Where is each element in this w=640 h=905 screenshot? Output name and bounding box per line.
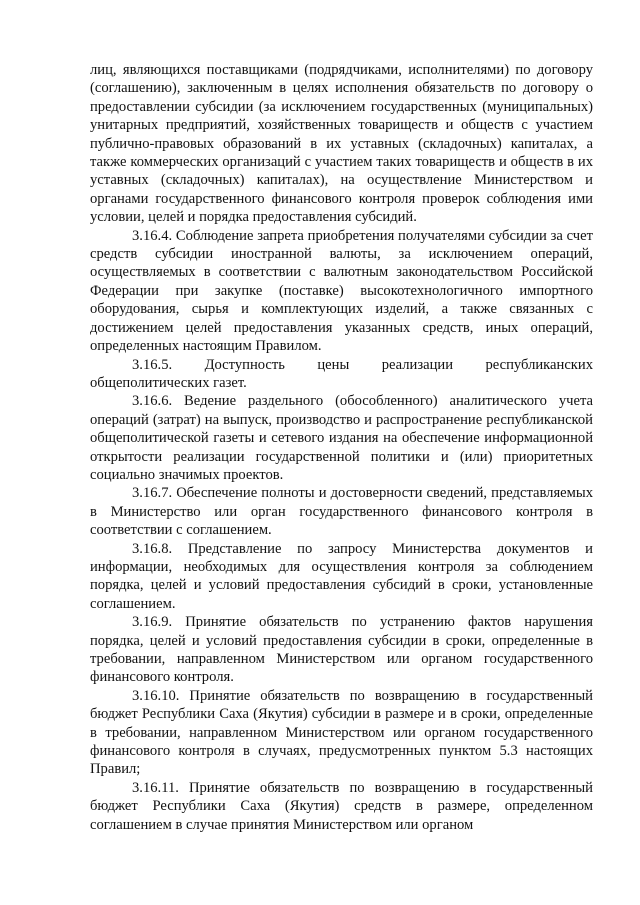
paragraph-3-16-6: 3.16.6. Ведение раздельного (обособленного) аналитического учета операций (затрат) на выпуск, производство и распространение республиканской общеполитической газеты и сетевого издания на обеспечение информационной открытости реализации государственной политики и (или) приоритетных социально значимых проектов. <box>90 393 593 483</box>
paragraph-3-16-7: 3.16.7. Обеспечение полноты и достоверности сведений, представляемых в Министерство или орган государственного финансового контроля в соответствии с соглашением. <box>90 485 593 539</box>
paragraph-continuation: лиц, являющихся поставщиками (подрядчиками, исполнителями) по договору (соглашению), заключенным в целях исполнения обязательств по договору о предоставлении субсидии (за исключением государственных (муниципальных) унитарных предприятий, хозяйственных товариществ и обществ с участием публично-правовых образований в их уставных (складочных) капиталах, а также коммерческих организаций с участием таких товариществ и обществ в их уставных (складочных) капиталах), на осуществление Министерством и органами государственного финансового контроля проверок соблюдения ими условии, целей и порядка предоставления субсидий. <box>90 62 593 226</box>
paragraph-3-16-5: 3.16.5. Доступность цены реализации республиканских общеполитических газет. <box>90 356 593 391</box>
paragraph-3-16-8: 3.16.8. Представление по запросу Министерства документов и информации, необходимых для осуществления контроля за соблюдением порядка, целей и условий предоставления субсидий в сроки, установленные соглашением. <box>90 540 593 612</box>
paragraph-3-16-4: 3.16.4. Соблюдение запрета приобретения получателями субсидии за счет средств субсидии иностранной валюты, за исключением операций, осуществляемых в соответствии с валютным законодательством Российской Федерации при закупке (поставке) высокотехнологичного импортного оборудования, сырья и комплектующих изделий, а также связанных с достижением целей предоставления указанных средств, иных операций, определенных настоящим Правилом. <box>90 227 593 355</box>
document-page <box>90 61 593 834</box>
paragraph-3-16-11: 3.16.11. Принятие обязательств по возвращению в государственный бюджет Республики Саха (Якутия) средств в размере, определенном соглашением в случае принятия Министерством или органом <box>90 779 593 833</box>
paragraph-3-16-10: 3.16.10. Принятие обязательств по возвращению в государственный бюджет Республики Саха (Якутия) субсидии в размере и в сроки, определенные в требовании, направленном Министерством или органом государственного финансового контроля в случаях, предусмотренных пунктом 5.3 настоящих Правил; <box>90 687 593 778</box>
paragraph-3-16-9: 3.16.9. Принятие обязательств по устранению фактов нарушения порядка, целей и условий предоставления субсидии в сроки, определенные в требовании, направленном Министерством или органом государственного финансового контроля. <box>90 614 593 686</box>
